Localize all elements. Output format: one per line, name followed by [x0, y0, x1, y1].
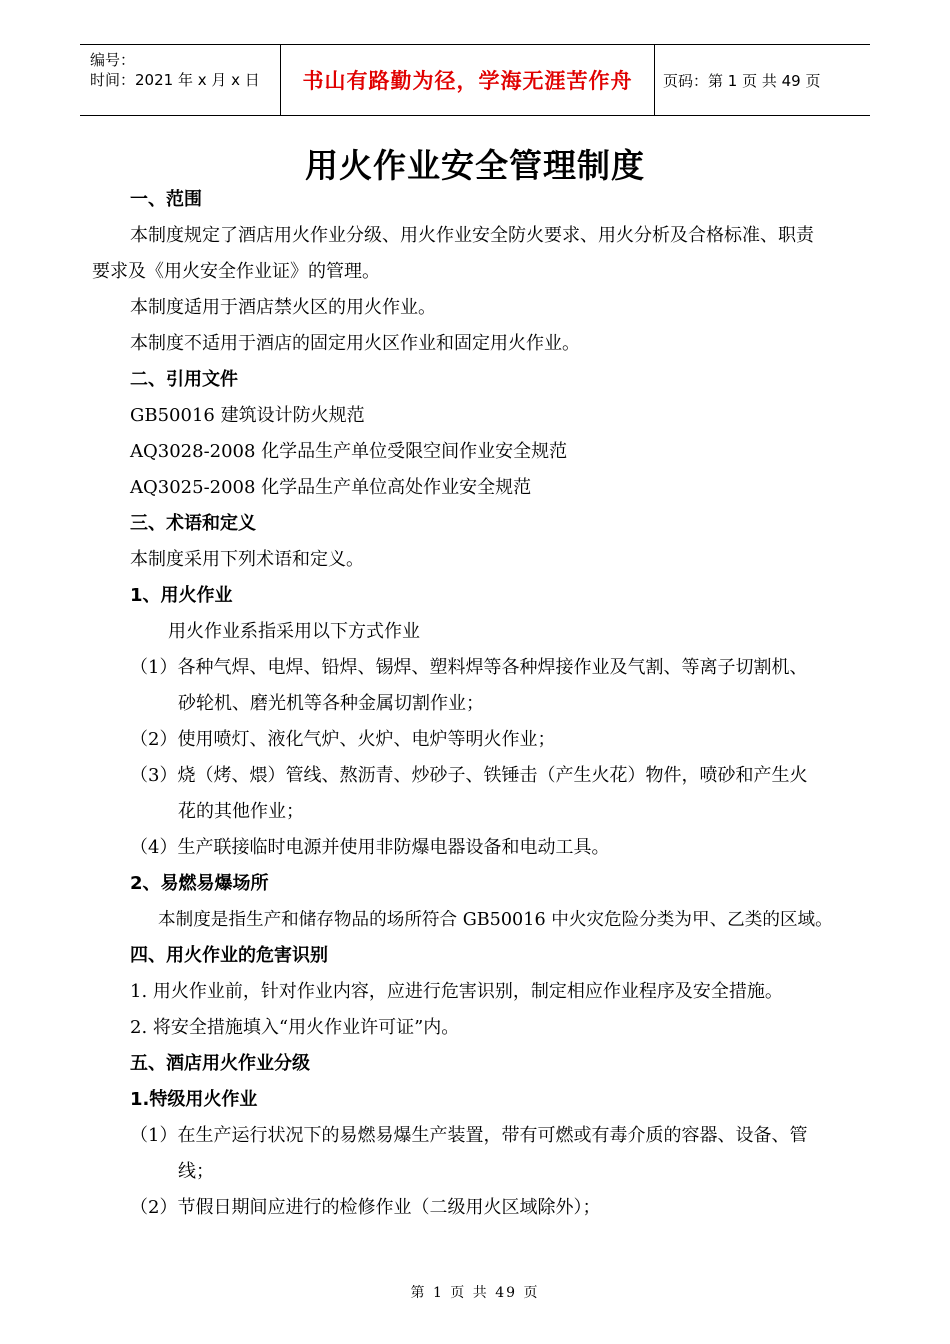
paragraph-line: 用火作业系指采用以下方式作业	[168, 621, 420, 642]
page-footer: 第 1 页 共 49 页	[410, 1285, 540, 1301]
header-page-info-text: 页码：第 1 页 共 49 页	[663, 71, 821, 90]
paragraph-line: 本制度规定了酒店用火作业分级、用火作业安全防火要求、用火分析及合格标准、职责	[130, 225, 814, 246]
section-heading-references: 二、引用文件	[130, 369, 238, 390]
subheading-flammable-sites: 2、易燃易爆场所	[130, 873, 269, 894]
numbered-item: 1. 用火作业前，针对作业内容，应进行危害识别，制定相应作业程序及安全措施。	[130, 981, 783, 1002]
list-item: （2）节假日期间应进行的检修作业（二级用火区域除外）；	[130, 1197, 601, 1218]
paragraph-line: 本制度不适用于酒店的固定用火区作业和固定用火作业。	[130, 333, 580, 354]
list-item: （3）烧（烤、煨）管线、熬沥青、炒砂子、铁锤击（产生火花）物件，喷砂和产生火	[130, 765, 808, 786]
header-time-label: 时间：2021 年 x 月 x 日	[90, 71, 260, 89]
list-item-continuation: 线；	[178, 1161, 214, 1182]
subheading-special-grade: 1.特级用火作业	[130, 1089, 258, 1110]
header-motto	[280, 45, 655, 115]
section-heading-hazards: 四、用火作业的危害识别	[130, 945, 328, 966]
list-item: （2）使用喷灯、液化气炉、火炉、电炉等明火作业；	[130, 729, 556, 750]
document-title: 用火作业安全管理制度	[305, 146, 645, 185]
paragraph-line: 本制度采用下列术语和定义。	[130, 549, 364, 570]
reference-item: AQ3025-2008 化学品生产单位高处作业安全规范	[130, 477, 532, 498]
section-heading-grading: 五、酒店用火作业分级	[130, 1053, 310, 1074]
header-page-info	[655, 45, 870, 115]
page-header	[80, 44, 870, 116]
reference-item: AQ3028-2008 化学品生产单位受限空间作业安全规范	[130, 441, 568, 462]
list-item: （4）生产联接临时电源并使用非防爆电器设备和电动工具。	[130, 837, 610, 858]
reference-item: GB50016 建筑设计防火规范	[130, 405, 365, 426]
paragraph-line: 要求及《用火安全作业证》的管理。	[92, 261, 380, 282]
paragraph-line: 本制度适用于酒店禁火区的用火作业。	[130, 297, 436, 318]
numbered-item: 2. 将安全措施填入“用火作业许可证”内。	[130, 1017, 460, 1038]
paragraph-line: 本制度是指生产和储存物品的场所符合 GB50016 中火灾危险分类为甲、乙类的区域。	[158, 910, 833, 930]
header-number-label: 编号：	[90, 51, 136, 69]
list-item: （1）各种气焊、电焊、铅焊、锡焊、塑料焊等各种焊接作业及气割、等离子切割机、	[130, 657, 808, 678]
section-heading-scope: 一、范围	[130, 189, 202, 210]
section-heading-terms: 三、术语和定义	[130, 513, 256, 534]
header-motto-text: 书山有路勤为径，学海无涯苦作舟	[302, 69, 633, 93]
list-item-continuation: 花的其他作业；	[178, 801, 304, 822]
list-item-continuation: 砂轮机、磨光机等各种金属切割作业；	[178, 693, 484, 714]
list-item: （1）在生产运行状况下的易燃易爆生产装置，带有可燃或有毒介质的容器、设备、管	[130, 1125, 808, 1146]
subheading-fire-work: 1、用火作业	[130, 585, 233, 606]
header-meta	[80, 45, 280, 115]
